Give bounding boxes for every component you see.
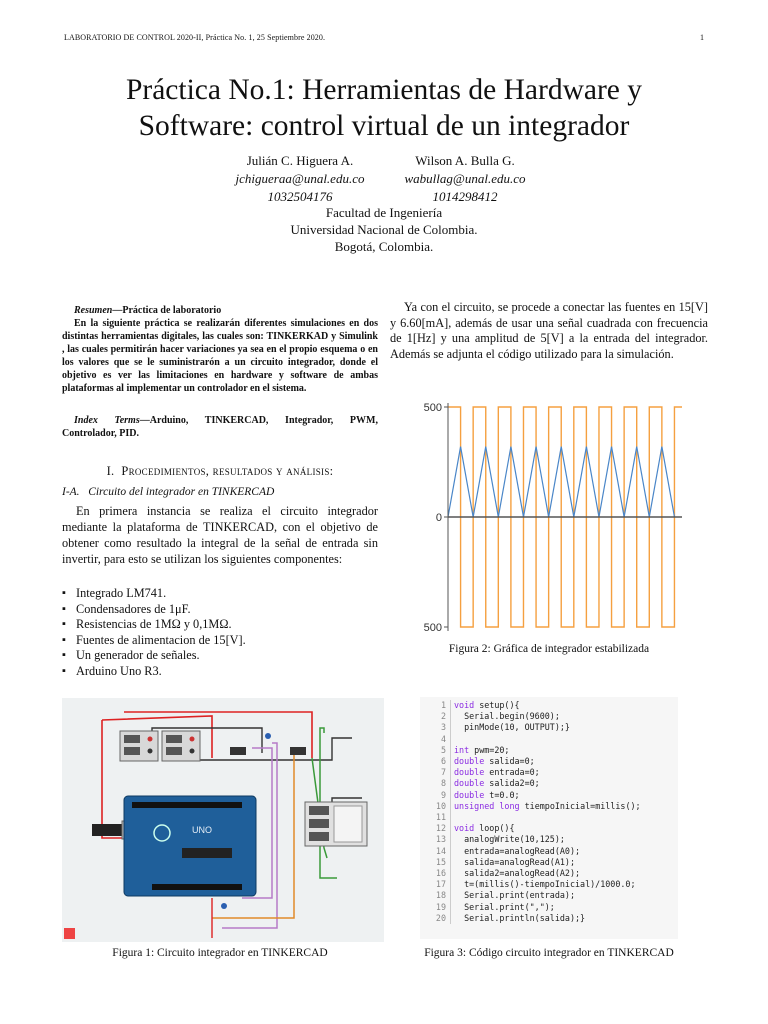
line-number: 10 [435, 800, 446, 811]
arduino-label: UNO [192, 825, 212, 835]
code-line: Serial.print(","); [454, 901, 555, 912]
author-1-name: Julián C. Higuera A. [246, 153, 354, 168]
chart-svg [420, 395, 684, 635]
y-tick-label: 0 [435, 512, 442, 524]
line-number: 12 [435, 823, 446, 834]
power-supply [162, 731, 200, 761]
affiliation-line-2: Universidad Nacional de Colombia. [290, 222, 478, 237]
arduino-board [124, 796, 256, 896]
line-number: 1 [440, 700, 446, 710]
author-1 [220, 152, 380, 206]
capacitor [265, 733, 271, 739]
line-number: 20 [435, 912, 446, 923]
subsection-number: I-A. [62, 486, 80, 498]
figure-2-caption: Figura 2: Gráfica de integrador estabilizada [448, 643, 650, 655]
list-item: ▪ Fuentes de alimentacion de 15[V]. [62, 633, 378, 649]
code-line: double t=0.0; [454, 789, 520, 800]
abstract-body: En la siguiente práctica se realizarán diferentes simulaciones en dos distintas herramientas digitales, las cuales son: TINKERKAD y Simulink , las cuales permitirán hacer variaciones ya sea en el propio esquema o en los valores que se le suministrarón a un circuito integrador, donde el objetivo es ver las limitaciones en hardware y software de ambas plataformas al implementar un controlador en el sistema. [62, 318, 378, 394]
code-line: salida=analogRead(A1); [454, 856, 576, 867]
opamp-chip [290, 747, 306, 755]
code-line: unsigned long tiempoInicial=millis(); [454, 800, 641, 811]
index-terms [62, 414, 378, 440]
abstract [62, 304, 378, 395]
line-number: 13 [435, 834, 446, 845]
code-line: entrada=analogRead(A0); [454, 845, 581, 856]
list-item: ▪ Resistencias de 1MΩ y 0,1MΩ. [62, 617, 378, 633]
line-number: 2 [440, 711, 446, 722]
power-supply [120, 731, 158, 761]
y-tick-label: 500 [423, 402, 442, 414]
title-line-2: Software: control virtual de un integrador [138, 110, 630, 142]
capacitor [221, 903, 227, 909]
wire [102, 720, 122, 838]
list-item: ▪ Arduino Uno R3. [62, 664, 378, 680]
line-number: 19 [435, 901, 446, 912]
line-number: 18 [435, 890, 446, 901]
page-number: 1 [700, 33, 704, 42]
paragraph-intro: En primera instancia se realiza el circuito integrador mediante la plataforma de TINKERCAD, con el objetivo de obtener como resultado la integral de la señal de entrada sin invertir, para esto se utilizan los siguientes componentes: [62, 504, 378, 566]
line-number: 3 [440, 722, 446, 733]
code-listing [420, 697, 678, 939]
affiliation-line-1: Facultad de Ingeniería [325, 205, 443, 220]
component-list [62, 586, 378, 679]
line-number: 17 [435, 879, 446, 890]
line-number: 8 [440, 778, 446, 789]
abstract-label: Resumen [74, 305, 113, 316]
line-number: 16 [435, 868, 446, 879]
paragraph-circuit: Ya con el circuito, se procede a conectar las fuentes en 15[V] y 6.60[mA], además de usar una señal cuadrada con frecuencia de 1[Hz] y una amplitud de 5[V] a la entrada del integrador. Además se adjunta el código utilizado para la simulación. [390, 300, 708, 361]
author-2 [390, 152, 540, 206]
function-generator [305, 802, 367, 846]
list-item: ▪ Un generador de señales. [62, 648, 378, 664]
code-line: double entrada=0; [454, 767, 540, 778]
section-number: I. [106, 464, 115, 478]
running-head: LABORATORIO DE CONTROL 2020-II, Práctica No. 1, 25 Septiembre 2020. [64, 33, 326, 42]
line-number: 14 [435, 845, 446, 856]
circuit-diagram [62, 698, 384, 942]
section-title: Procedimientos, resultados y análisis: [121, 464, 334, 478]
line-number: 15 [435, 856, 446, 867]
code-line: void loop(){ [454, 823, 515, 834]
affiliation-line-3: Bogotá, Colombia. [334, 239, 434, 254]
code-line: analogWrite(10,125); [454, 834, 565, 845]
code-line: Serial.print(entrada); [454, 890, 576, 901]
code-line: double salida=0; [454, 756, 535, 767]
code-line: void setup(){ [454, 700, 520, 710]
y-tick-label: 500 [423, 622, 442, 634]
circuit-figure [62, 698, 384, 942]
code-line: t=(millis()-tiempoInicial)/1000.0; [454, 879, 636, 890]
figure-1-caption: Figura 1: Circuito integrador en TINKERCAD [112, 947, 328, 959]
author-2-email: wabullag@unal.edu.co [404, 171, 526, 186]
code-line: salida2=analogRead(A2); [454, 868, 581, 879]
paper-title [60, 72, 708, 144]
line-number: 7 [440, 767, 446, 778]
code-line: Serial.println(salida);} [454, 912, 586, 923]
tinkercad-logo-icon [64, 928, 75, 939]
line-number: 4 [440, 733, 446, 744]
code-line [454, 734, 641, 745]
list-item: ▪ Condensadores de 1μF. [62, 602, 378, 618]
figure-3-caption: Figura 3: Código circuito integrador en TINKERCAD [424, 947, 674, 959]
code-line: int pwm=20; [454, 744, 510, 755]
author-1-email: jchigueraa@unal.edu.co [235, 171, 365, 186]
line-number: 6 [440, 756, 446, 767]
author-2-name: Wilson A. Bulla G. [415, 153, 515, 168]
line-numbers [420, 700, 451, 924]
title-line-1: Práctica No.1: Herramientas de Hardware y [125, 74, 643, 106]
section-heading [62, 464, 378, 479]
author-2-id: 1014298412 [432, 189, 498, 204]
opamp-chip [230, 747, 246, 755]
code-line: double salida2=0; [454, 778, 540, 789]
author-1-id: 1032504176 [267, 189, 333, 204]
list-item: ▪ Integrado LM741. [62, 586, 378, 602]
subsection-title: Circuito del integrador en TINKERCAD [88, 486, 275, 498]
integrator-chart [420, 395, 684, 635]
code-text [454, 700, 641, 924]
code-line: pinMode(10, OUTPUT);} [454, 722, 570, 733]
index-terms-text: —Arduino, TINKERCAD, Integrador, PWM, Controlador, PID. [62, 415, 378, 439]
code-line [454, 812, 641, 823]
subsection-heading [62, 486, 378, 498]
abstract-lead: —Práctica de laboratorio [112, 305, 222, 316]
code-line: Serial.begin(9600); [454, 711, 560, 722]
index-terms-label: Index Terms [74, 415, 140, 426]
affiliation [60, 204, 708, 255]
wire [182, 738, 352, 760]
line-number: 9 [440, 789, 446, 800]
line-number: 5 [440, 744, 446, 755]
line-number: 11 [435, 812, 446, 823]
